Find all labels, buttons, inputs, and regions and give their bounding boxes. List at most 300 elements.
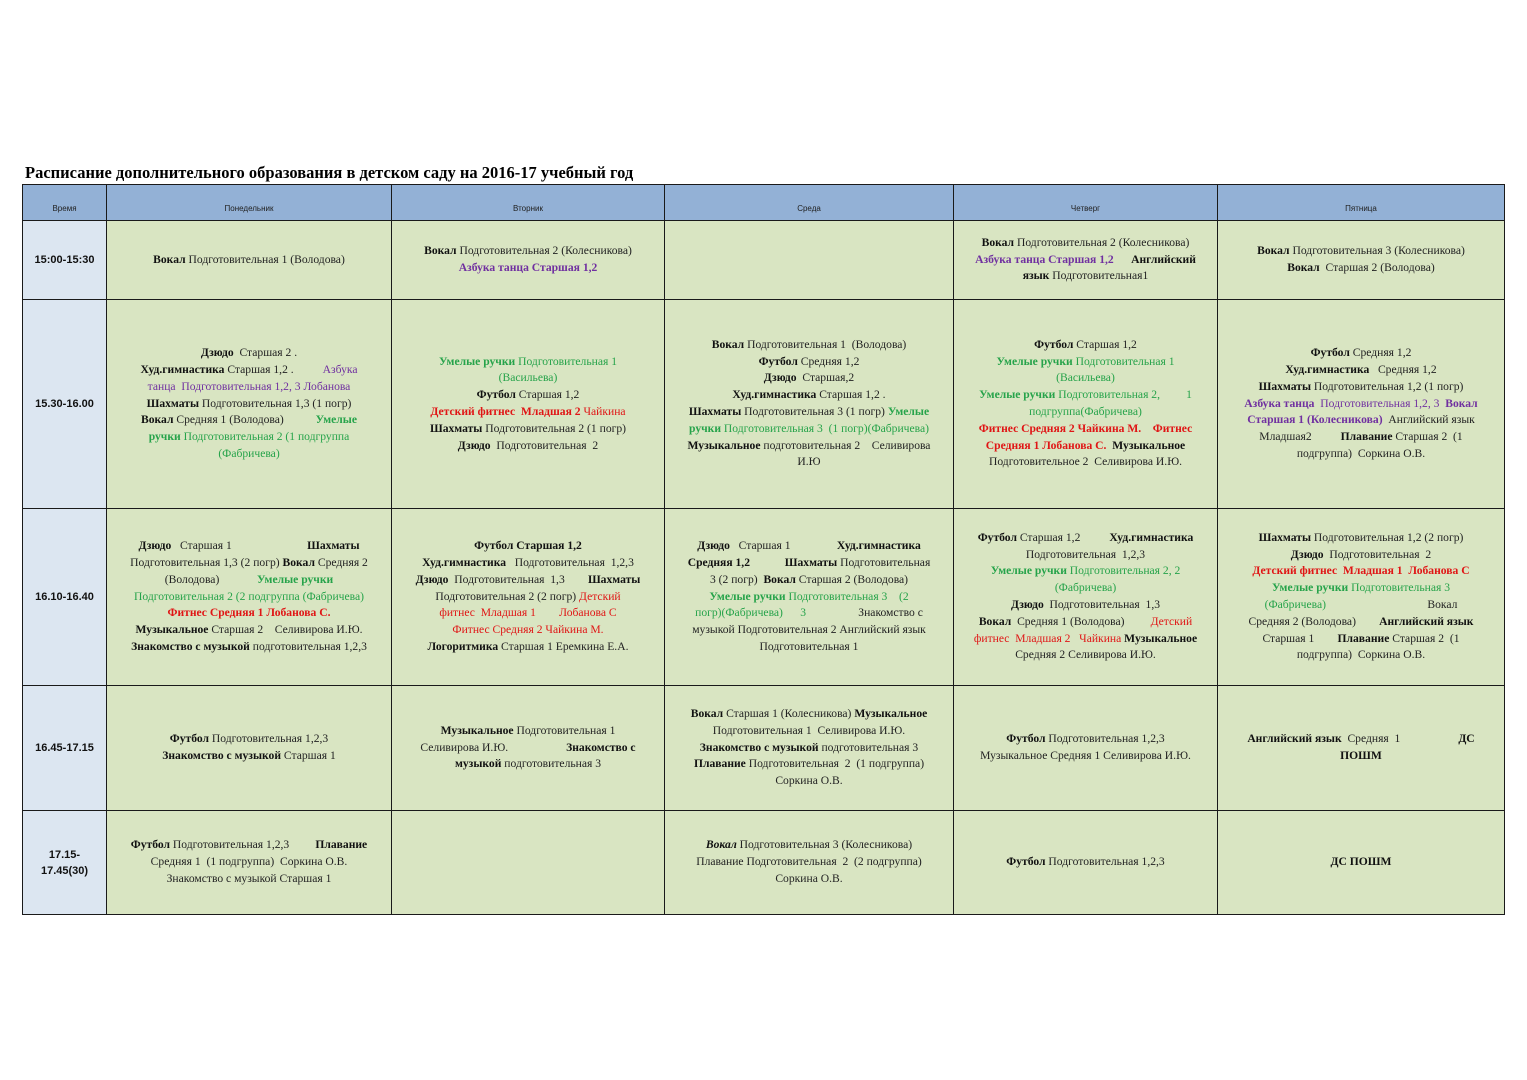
activity-line xyxy=(110,345,388,362)
activity-text: Старшая 1,2 xyxy=(515,388,580,402)
activity-line xyxy=(110,538,388,555)
schedule-cell-thursday xyxy=(954,686,1218,811)
activity-text: Средняя 1 (1 подгруппа) Соркина О.В. xyxy=(150,855,348,869)
activity-text: Дзюдо xyxy=(200,346,234,360)
activity-text: Подготовительная 2 (Колесникова) xyxy=(1014,235,1190,249)
activity-line xyxy=(668,854,950,871)
activity-line xyxy=(957,387,1214,404)
activity-line xyxy=(395,740,661,757)
activity-text: Знакомство с xyxy=(566,740,636,754)
activity-text: Старшая 1,2 . xyxy=(224,363,323,376)
activity-text: Футбол xyxy=(1006,732,1046,746)
activity-text: Подготовительная 1,2,3 xyxy=(1045,732,1165,746)
activity-line xyxy=(957,438,1214,455)
activity-text: Умелые xyxy=(887,405,930,418)
activity-text: Дзюдо xyxy=(138,539,172,553)
activity-text: Азбука xyxy=(322,363,358,376)
activity-text: Средняя 2 Селивирова И.Ю. xyxy=(1015,648,1156,662)
activity-line xyxy=(957,563,1214,580)
activity-text: Вокал xyxy=(282,556,315,569)
activity-text: 3 (2 погр) xyxy=(709,572,764,586)
activity-line xyxy=(1221,362,1501,379)
activity-line xyxy=(957,530,1214,547)
activity-line xyxy=(957,580,1214,597)
schedule-cell-tuesday xyxy=(392,811,665,915)
activity-text: Старшая 2 Селивирова И.Ю. xyxy=(208,623,363,637)
activity-text: Футбол xyxy=(169,732,210,746)
header-friday: Пятница xyxy=(1218,185,1505,221)
activity-line xyxy=(957,370,1214,387)
activity-line xyxy=(957,235,1214,252)
activity-line xyxy=(957,547,1214,564)
activity-text: Худ.гимнастика xyxy=(1109,530,1194,544)
activity-text: Средняя 1,2 xyxy=(687,556,750,569)
activity-text: фитнес Младшая 2 Чайкина xyxy=(973,631,1122,645)
activity-text: Старшая 1 xyxy=(729,539,837,553)
activity-text: Подготовительное 2 Селивирова И.Ю. xyxy=(988,455,1183,469)
activity-text: подгруппа) Соркина О.В. xyxy=(1296,446,1426,460)
activity-line xyxy=(1221,731,1501,748)
activity-text: Плавание Подготовительная 2 (2 подгруппа) xyxy=(696,855,922,869)
activity-text: Средняя 1,2 xyxy=(1369,363,1437,376)
activity-line xyxy=(110,731,388,748)
activity-text: Соркина О.В. xyxy=(775,774,843,788)
activity-text: Азбука танца xyxy=(1244,396,1315,410)
schedule-cell-tuesday xyxy=(392,686,665,811)
activity-text: Подготовительная 3 (Колесникова) xyxy=(1289,244,1465,258)
activity-line xyxy=(668,589,950,606)
activity-text: Подготовительная 1 (Володова) xyxy=(744,337,907,351)
schedule-cell-wednesday xyxy=(665,509,954,686)
activity-text: Музыкальное xyxy=(854,707,928,720)
activity-text: Футбол xyxy=(1006,855,1046,869)
activity-text: Старшая 2 . xyxy=(233,346,298,360)
activity-text: Подготовительная 1,2 (1 погр) xyxy=(1311,379,1464,393)
activity-text: Футбол Старшая 1,2 xyxy=(474,539,582,553)
activity-text: Плавание xyxy=(1340,430,1393,444)
activity-text: Музыкальное xyxy=(687,438,761,452)
activity-line xyxy=(110,639,388,656)
activity-text: Средняя 1,2 xyxy=(797,354,860,368)
activity-text: Вокал xyxy=(1257,244,1290,258)
activity-text: Подготовительная 1,3 xyxy=(448,572,588,586)
activity-line xyxy=(1221,547,1501,564)
activity-text: Умелые ручки xyxy=(439,354,516,368)
activity-line xyxy=(957,614,1214,631)
activity-text: Знакомство с музыкой xyxy=(131,639,250,653)
activity-text: Азбука танца Старшая 1,2 xyxy=(975,252,1114,266)
activity-text: Шахматы xyxy=(688,405,742,418)
activity-text: Подготовительная 2 xyxy=(1323,547,1432,561)
schedule-cell-monday xyxy=(107,686,392,811)
activity-text: Худ.гимнастика xyxy=(422,556,506,569)
activity-text: Умелые ручки xyxy=(257,572,334,586)
activity-text: Старшая 1,2 xyxy=(1073,337,1137,351)
activity-text: Знакомство с музыкой xyxy=(162,749,282,762)
activity-text: Вокал xyxy=(978,614,1012,628)
activity-text: Подготовительная 1 xyxy=(515,354,617,368)
activity-line xyxy=(395,404,661,421)
activity-text: Дзюдо xyxy=(697,539,730,553)
activity-text: Футбол xyxy=(977,530,1017,544)
activity-text: Подготовительная 2, 2 xyxy=(1066,564,1181,578)
activity-text: Средняя 1 Лобанова С. xyxy=(985,438,1107,452)
activity-line xyxy=(395,589,661,606)
activity-text: Детский фитнес Младшая 1 Лобанова С xyxy=(1252,564,1470,578)
activity-text: ПОШМ xyxy=(1340,749,1382,762)
activity-line xyxy=(957,854,1214,871)
activity-text xyxy=(1114,253,1131,266)
schedule-cell-wednesday xyxy=(665,686,954,811)
activity-text: Подготовительная 1 Селивирова И.Ю. xyxy=(712,723,906,737)
activity-text: Подготовительная1 xyxy=(1049,269,1149,283)
activity-line xyxy=(957,597,1214,614)
activity-text: ДС xyxy=(1458,732,1475,746)
activity-line xyxy=(957,268,1214,285)
activity-text: Вокал xyxy=(711,337,745,351)
activity-text: Шахматы xyxy=(307,539,360,553)
activity-text: Подготовительная 1,2,3 xyxy=(506,556,634,569)
activity-text: Соркина О.В. xyxy=(775,871,843,885)
activity-text: Дзюдо xyxy=(1290,547,1324,561)
activity-text: Вокал xyxy=(690,707,724,720)
activity-text: подготовительная 1,2,3 xyxy=(249,639,367,653)
activity-line xyxy=(1221,614,1501,631)
activity-text: Вокал xyxy=(1445,396,1478,410)
schedule-cell-thursday xyxy=(954,811,1218,915)
activity-line xyxy=(668,421,950,438)
activity-line xyxy=(395,243,661,260)
activity-text: Фитнес Средняя 2 Чайкина М. Фитнес xyxy=(978,421,1193,435)
activity-text: Худ.гимнастика xyxy=(140,363,225,376)
activity-line xyxy=(957,454,1214,471)
activity-text: Шахматы xyxy=(146,396,199,410)
schedule-row xyxy=(23,509,1505,686)
activity-text: Младшая2 xyxy=(1259,430,1341,444)
schedule-row xyxy=(23,221,1505,300)
activity-line xyxy=(668,706,950,723)
activity-line xyxy=(957,421,1214,438)
activity-line xyxy=(395,622,661,639)
activity-line xyxy=(110,837,388,854)
activity-line xyxy=(1221,412,1501,429)
activity-line xyxy=(668,404,950,421)
activity-text: Подготовительная 2 (1 погр) xyxy=(482,421,627,435)
activity-text: Фитнес Средняя 1 Лобанова С. xyxy=(167,606,331,620)
activity-line xyxy=(110,854,388,871)
activity-text xyxy=(750,556,785,569)
activity-text: Подготовительная 1,2, 3 Лобанова xyxy=(175,379,351,393)
activity-line xyxy=(1221,345,1501,362)
header-time: Время xyxy=(23,185,107,221)
activity-line xyxy=(668,622,950,639)
activity-text: подгруппа(Фабричева) xyxy=(1029,405,1142,418)
activity-text: Средняя 1 (Володова) xyxy=(1011,614,1151,628)
activity-line xyxy=(1221,396,1501,413)
activity-line xyxy=(668,723,950,740)
activity-text: Вокал xyxy=(763,572,796,586)
activity-line xyxy=(110,429,388,446)
schedule-cell-friday xyxy=(1218,221,1505,300)
activity-line xyxy=(395,538,661,555)
activity-text: И.Ю xyxy=(797,455,821,469)
activity-text: Дзюдо xyxy=(763,371,797,385)
activity-text: Знакомство с музыкой Старшая 1 xyxy=(166,871,332,885)
activity-text: Подготовительная 1,2 (2 погр) xyxy=(1311,530,1464,544)
activity-line xyxy=(957,252,1214,269)
activity-text: Умелые ручки xyxy=(709,589,786,603)
activity-text: Подготовительная 3 (Колесникова) xyxy=(736,838,913,852)
schedule-cell-monday xyxy=(107,300,392,509)
activity-text: подготовительная 3 xyxy=(818,740,919,754)
schedule-cell-tuesday xyxy=(392,509,665,686)
activity-text: Подготовительная 1,3 (2 погр) xyxy=(130,556,283,569)
activity-text: Подготовительная 1 (Володова) xyxy=(185,252,345,266)
activity-text: Средняя 1 (Володова) xyxy=(173,413,316,427)
activity-line xyxy=(668,605,950,622)
activity-line xyxy=(668,438,950,455)
activity-text: Шахматы xyxy=(1258,379,1311,393)
activity-text: Подготовительная 1,2,3 xyxy=(1045,855,1165,869)
time-slot: 16.10-16.40 xyxy=(23,509,107,686)
activity-text: Средняя 2 (Володова) xyxy=(1248,614,1380,628)
schedule-cell-tuesday xyxy=(392,221,665,300)
activity-text: Подготовительная 1 xyxy=(759,639,859,653)
schedule-cell-friday xyxy=(1218,686,1505,811)
activity-text: Вокал xyxy=(153,252,186,266)
activity-text: Логоритмика xyxy=(427,639,499,653)
activity-line xyxy=(395,387,661,404)
activity-line xyxy=(1221,530,1501,547)
activity-line xyxy=(668,639,950,656)
schedule-row xyxy=(23,686,1505,811)
activity-line xyxy=(110,412,388,429)
activity-text: погр)(Фабричева) 3 xyxy=(695,606,807,620)
activity-line xyxy=(668,740,950,757)
activity-line xyxy=(1221,631,1501,648)
schedule-cell-wednesday xyxy=(665,221,954,300)
activity-text: Вокал xyxy=(1287,261,1320,274)
activity-text: Шахматы xyxy=(429,421,483,435)
schedule-cell-tuesday xyxy=(392,300,665,509)
activity-line xyxy=(957,337,1214,354)
activity-text: ручки xyxy=(148,430,181,444)
schedule-cell-wednesday xyxy=(665,300,954,509)
activity-text: Подготовительная 1 xyxy=(1072,354,1175,368)
activity-text: Умелые ручки xyxy=(990,564,1067,578)
activity-text: Английский язык xyxy=(1382,413,1475,427)
activity-text: Вокал xyxy=(141,413,174,427)
activity-text: (Фабричева) xyxy=(218,446,280,460)
activity-line xyxy=(395,723,661,740)
activity-line xyxy=(668,756,950,773)
activity-text: язык xyxy=(1022,269,1050,283)
activity-text: Подготовительная 1,2, 3 xyxy=(1314,396,1446,410)
activity-line xyxy=(395,756,661,773)
activity-text: Футбол xyxy=(1034,337,1074,351)
activity-text: Худ.гимнастика xyxy=(732,388,817,402)
activity-text: Шахматы xyxy=(1258,530,1311,544)
activity-line xyxy=(1221,429,1501,446)
activity-text: Детский xyxy=(579,589,621,603)
activity-text: Старшая 1 Еремкина Е.А. xyxy=(498,639,629,653)
activity-line xyxy=(668,354,950,371)
header-monday: Понедельник xyxy=(107,185,392,221)
activity-line xyxy=(668,773,950,790)
activity-text: Вокал xyxy=(705,838,737,852)
activity-line xyxy=(668,871,950,888)
activity-text: Худ.гимнастика xyxy=(1285,363,1370,376)
activity-text: (Фабричева) xyxy=(1264,598,1326,611)
activity-text: Детский фитнес Младшая 2 xyxy=(430,405,581,418)
activity-text: Английский язык xyxy=(1247,732,1342,746)
activity-text: Подготовительная 2 (2 подгруппа (Фабричева) xyxy=(134,589,364,603)
activity-line xyxy=(395,421,661,438)
activity-line xyxy=(395,555,661,572)
activity-line xyxy=(668,387,950,404)
activity-text: Подготовительная 1,2,3 xyxy=(170,838,316,852)
activity-line xyxy=(1221,580,1501,597)
activity-text: Плавание xyxy=(315,838,368,852)
activity-text: Фитнес Средняя 2 Чайкина М. xyxy=(452,623,604,637)
activity-text: Старшая 1 xyxy=(171,539,308,553)
activity-text: Музыкальное xyxy=(135,623,209,637)
activity-text: Музыкальное Средняя 1 Селивирова И.Ю. xyxy=(980,749,1191,762)
activity-line xyxy=(1221,446,1501,463)
activity-text: Старшая 2 (Володова) xyxy=(1319,261,1435,274)
activity-text: Английский xyxy=(1131,252,1196,266)
activity-line xyxy=(668,370,950,387)
activity-text: Умелые ручки xyxy=(1272,581,1349,595)
activity-text: подготовительная 2 Селивирова xyxy=(760,438,931,452)
activity-line xyxy=(1221,243,1501,260)
activity-text: Подготовительная 3 (1 погр) xyxy=(741,405,888,418)
activity-text: Старшая 1,2 xyxy=(1016,530,1110,544)
activity-line xyxy=(957,748,1214,765)
activity-text: Старшая 1 xyxy=(1262,631,1338,645)
schedule-cell-monday xyxy=(107,811,392,915)
activity-text: Средняя 1,2 xyxy=(1349,346,1412,360)
activity-text: Азбука танца Старшая 1,2 xyxy=(458,261,598,274)
activity-text: музыкой Подготовительная 2 Английский язык xyxy=(692,623,926,637)
activity-line xyxy=(668,538,950,555)
activity-line xyxy=(110,396,388,413)
activity-text: Старшая,2 xyxy=(796,371,855,385)
activity-text: Плавание xyxy=(1337,631,1390,645)
activity-text: подгруппа) Соркина О.В. xyxy=(1296,648,1426,662)
activity-text: Умелые xyxy=(315,413,357,427)
activity-line xyxy=(1221,260,1501,277)
activity-line xyxy=(395,438,661,455)
activity-text: Музыкальное xyxy=(1112,438,1186,452)
schedule-cell-monday xyxy=(107,221,392,300)
activity-text: фитнес Младшая 1 Лобанова С xyxy=(439,606,617,620)
activity-line xyxy=(110,555,388,572)
activity-text: Футбол xyxy=(130,838,171,852)
activity-text: Умелые ручки xyxy=(979,388,1056,402)
activity-line xyxy=(395,354,661,371)
activity-text: Худ.гимнастика xyxy=(836,539,921,553)
activity-line xyxy=(110,871,388,888)
activity-text: ручки xyxy=(689,421,722,435)
header-thursday: Четверг xyxy=(954,185,1218,221)
activity-text: Старшая 1 xyxy=(281,749,336,762)
activity-text: Старшая 1 (Колесникова) xyxy=(723,707,855,720)
activity-text: (Васильева) xyxy=(1056,371,1115,385)
activity-line xyxy=(110,605,388,622)
activity-line xyxy=(395,639,661,656)
time-slot: 16.45-17.15 xyxy=(23,686,107,811)
activity-line xyxy=(1221,379,1501,396)
schedule-table xyxy=(22,184,1505,915)
activity-text: Средняя 1 xyxy=(1341,732,1459,746)
schedule-cell-thursday xyxy=(954,221,1218,300)
activity-line xyxy=(1221,563,1501,580)
page-title: Расписание дополнительного образования в детском саду на 2016-17 учебный год xyxy=(25,163,634,182)
activity-text: Футбол xyxy=(758,354,798,368)
activity-line xyxy=(110,589,388,606)
activity-line xyxy=(668,555,950,572)
activity-text: Старшая 2 (1 xyxy=(1392,430,1463,444)
activity-text: Подготовительная 1 xyxy=(513,723,616,737)
activity-line xyxy=(957,631,1214,648)
activity-line xyxy=(395,260,661,277)
activity-line xyxy=(957,647,1214,664)
activity-text: Футбол xyxy=(476,388,516,402)
activity-text: Футбол xyxy=(1310,346,1350,360)
activity-text: Подготовительная 2 (Колесникова) xyxy=(456,244,632,258)
activity-line xyxy=(1221,597,1501,614)
time-slot: 15:00-15:30 xyxy=(23,221,107,300)
activity-line xyxy=(957,354,1214,371)
activity-line xyxy=(110,379,388,396)
activity-text: Музыкальное xyxy=(1124,631,1198,645)
activity-text: Подготовительная 2 (2 погр) xyxy=(435,589,580,603)
activity-text: Музыкальное xyxy=(440,723,514,737)
activity-text: Шахматы xyxy=(587,572,641,586)
activity-text: Вокал xyxy=(1325,598,1458,611)
time-slot: 17.15-17.45(30) xyxy=(23,811,107,915)
activity-text: Знакомство с музыкой xyxy=(699,740,819,754)
activity-line xyxy=(668,337,950,354)
activity-text: Умелые ручки xyxy=(996,354,1073,368)
schedule-cell-friday xyxy=(1218,509,1505,686)
activity-line xyxy=(110,252,388,269)
activity-text: Средняя 2 xyxy=(314,556,368,569)
activity-line xyxy=(395,370,661,387)
activity-line xyxy=(957,731,1214,748)
activity-text: Старшая 1 (Колесникова) xyxy=(1247,413,1383,427)
activity-line xyxy=(110,446,388,463)
schedule-row xyxy=(23,300,1505,509)
activity-text: Детский xyxy=(1150,614,1193,628)
activity-text: ДС ПОШМ xyxy=(1330,855,1392,869)
activity-text: Старшая 1,2 . xyxy=(816,388,886,402)
activity-text: Вокал xyxy=(424,244,457,258)
activity-text: Подготовительная 3 (2 xyxy=(785,589,909,603)
activity-line xyxy=(1221,854,1501,871)
activity-line xyxy=(668,454,950,471)
header-row xyxy=(23,185,1505,221)
activity-line xyxy=(110,362,388,379)
activity-text: Плавание xyxy=(693,757,746,771)
activity-text: Чайкина xyxy=(580,405,626,418)
header-wednesday: Среда xyxy=(665,185,954,221)
activity-text: Подготовительная xyxy=(837,556,931,569)
activity-text: Подготовительная 2 (1 подгруппа) xyxy=(745,757,925,771)
activity-text: Подготовительная 1,3 xyxy=(1043,598,1161,611)
activity-line xyxy=(1221,647,1501,664)
